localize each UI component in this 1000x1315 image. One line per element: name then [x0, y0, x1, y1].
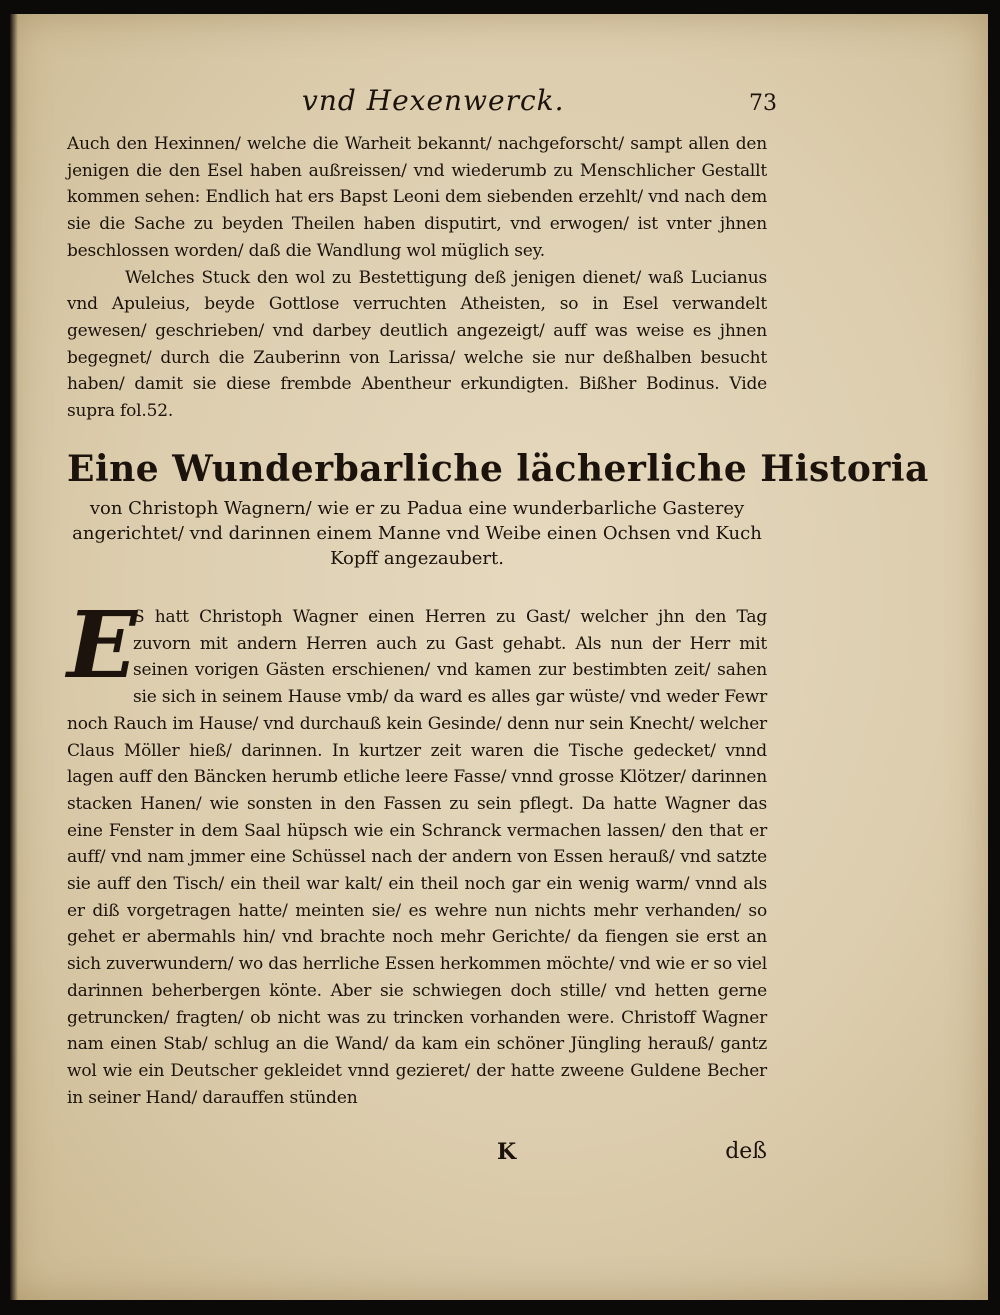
paragraph-1-text: Auch den Hexinnen/ welche die Warheit bekannt/ nachgeforscht/ sampt allen den jenigen die den Esel haben außreissen/ vnd wiederumb zu Menschlicher Gestallt kommen sehen: Endlich hat ers Bapst Leoni dem siebenden erzehlt/ vnd nach dem sie die Sache zu beyden Theilen haben disputirt, vnd erwogen/ ist vnter jhnen beschlossen worden/ daß die Wandlung wol müglich sey.: [67, 134, 767, 261]
signature-mark: K: [497, 1139, 517, 1165]
running-title: vnd Hexenwerck.: [302, 84, 565, 117]
heading-title: Eine Wunderbarliche lächerliche Historia: [67, 448, 929, 490]
book-page: [10, 14, 988, 1300]
page-number: 73: [749, 91, 777, 116]
page-header: [67, 84, 777, 124]
catchword: deß: [725, 1139, 767, 1164]
page-footer: [67, 1139, 767, 1169]
heading-subtitle: von Christoph Wagnern/ wie er zu Padua eine wunderbarliche Gasterey angerichtet/ vnd darinnen einem Manne vnd Weibe einen Ochsen vnd Kuch Kopff angezaubert.: [72, 498, 762, 569]
paragraph-2: [67, 591, 767, 1134]
drop-cap: E: [67, 591, 137, 699]
paragraph-1: [67, 131, 767, 422]
paragraph-2-text: S hatt Christoph Wagner einen Herren zu Gast/ welcher jhn den Tag zuvorn mit andern Herren auch zu Gast gehabt. Als nun der Herr mit seinen vorigen Gästen erschienen/ vnd kamen zur bestimbten zeit/ sahen sie sich in seinem Hause vmb/ da ward es alles gar wüste/ vnd weder Fewr noch Rauch im Hause/ vnd durchauß kein Gesinde/ denn nur sein Knecht/ welcher Claus Möller hieß/ darinnen. In kurtzer zeit waren die Tische gedecket/ vnnd lagen auff den Bäncken herumb etliche leere Fasse/ vnnd grosse Klötzer/ darinnen stacken Hanen/ wie sonsten in den Fassen zu sein pflegt. Da hatte Wagner das eine Fenster in dem Saal hüpsch wie ein Schranck vermachen lassen/ den that er auff/ vnd nam jmmer eine Schüssel nach der andern von Essen herauß/ vnd satzte sie auff den Tisch/ ein theil war kalt/ ein theil noch gar ein wenig warm/ vnnd als er diß vorgetragen hatte/ meinten sie/ es wehre nun nichts mehr verhanden/ so gehet er abermahls hin/ vnd brachte noch mehr Gerichte/ da fiengen sie erst an sich zuverwundern/ wo das herrliche Essen herkommen möchte/ vnd wie er so viel darinnen beherbergen könte. Aber sie schwiegen doch stille/ vnd hetten gerne getruncken/ fragten/ ob nicht was zu trincken vorhanden were. Christoff Wagner nam einen Stab/ schlug an die Wand/ da kam ein schöner Jüngling herauß/ gantz wol wie ein Deutscher gekleidet vnnd gezieret/ der hatte zweene Guldene Becher in seiner Hand/ darauffen stünden: [67, 607, 767, 1108]
paragraph-1b-text: Welches Stuck den wol zu Bestettigung deß jenigen dienet/ waß Lucianus vnd Apuleius, beyde Gottlose verruchten Atheisten, so in Esel verwandelt gewesen/ geschrieben/ vnd darbey deutlich angezeigt/ auff was weise es jhnen begegnet/ durch die Zauberinn von Larissa/ welche sie nur deßhalben besucht haben/ damit sie diese frembde Abentheur erkundigten. Bißher Bodinus. Vide supra fol.52.: [67, 267, 767, 422]
chapter-heading: [67, 446, 929, 571]
